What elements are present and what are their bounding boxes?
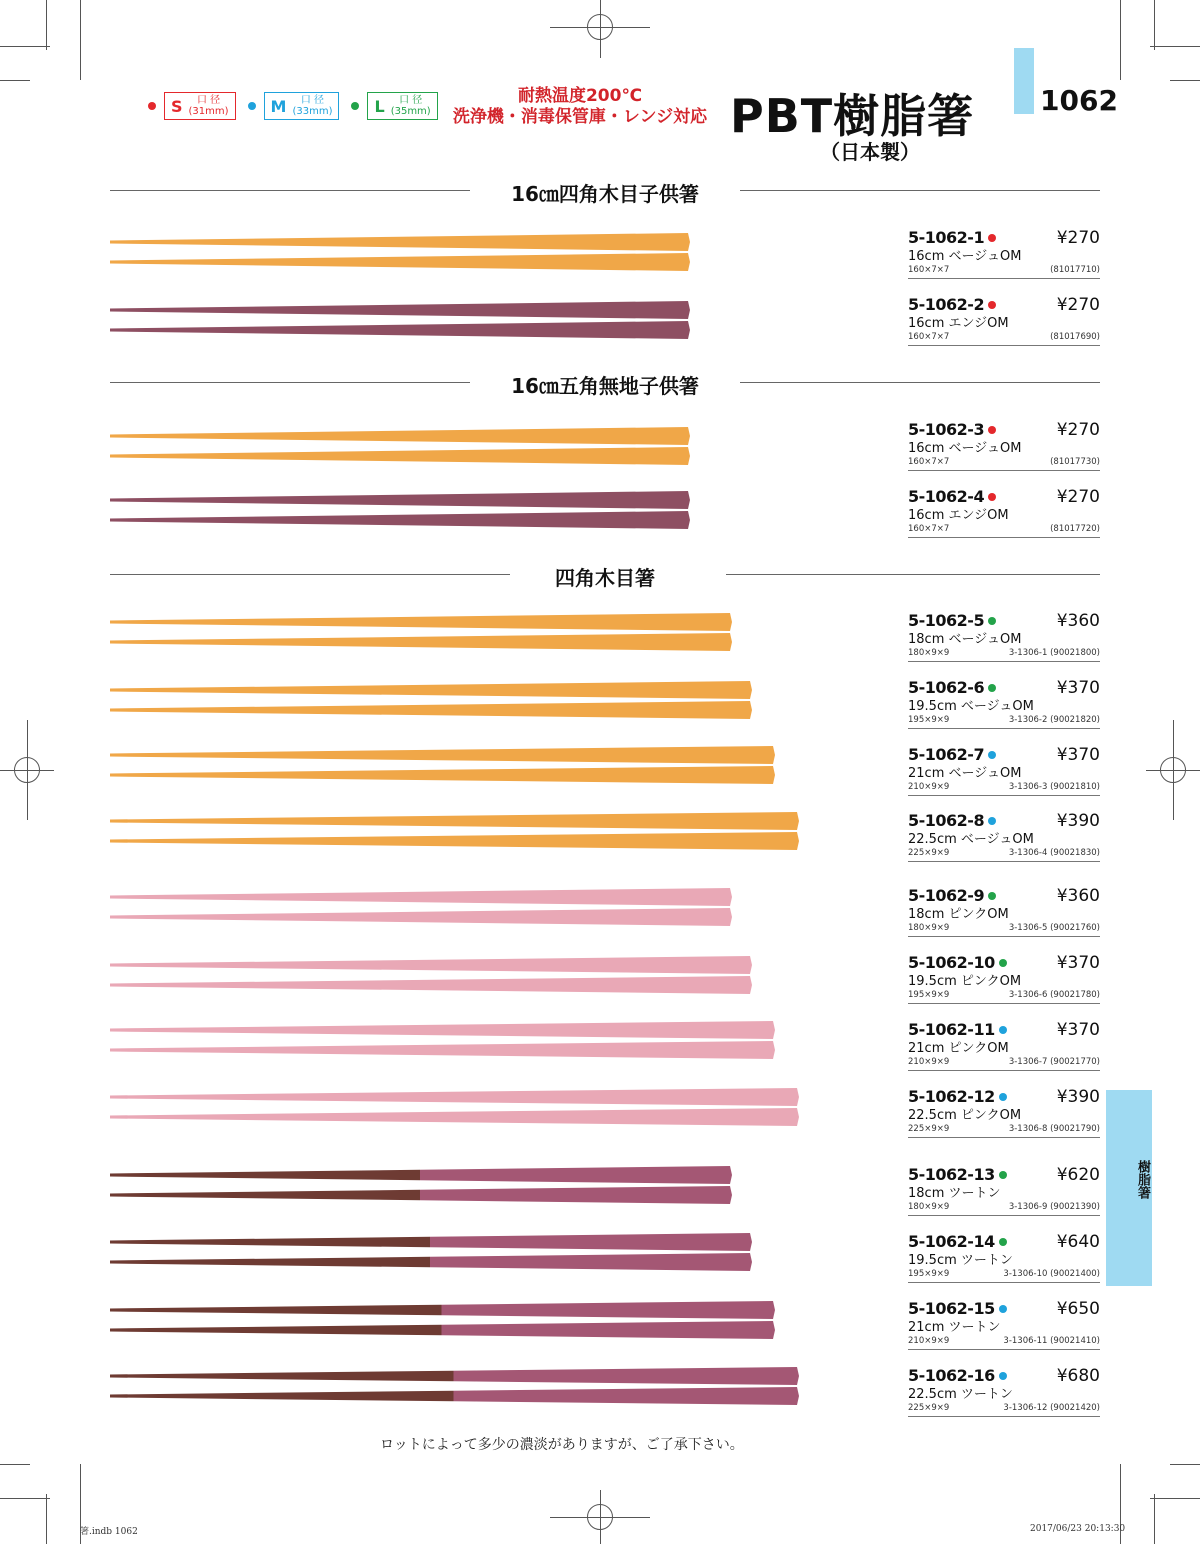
product-price: ¥620 <box>1056 1165 1100 1185</box>
product-dimensions: 180×9×9 <box>908 1202 950 1212</box>
product-name: 18cm ピンクOM <box>908 907 1009 922</box>
size-dot <box>988 684 996 692</box>
product-dimensions: 225×9×9 <box>908 848 950 858</box>
product-entry <box>908 1165 1100 1216</box>
product-price: ¥650 <box>1056 1299 1100 1319</box>
product-ref: 3-1306-12 (90021420) <box>1003 1403 1100 1413</box>
page-subtitle: （日本製） <box>820 140 920 164</box>
product-name: 16cm ベージュOM <box>908 441 1022 456</box>
product-ref: 3-1306-2 (90021820) <box>1008 715 1100 725</box>
product-price: ¥270 <box>1056 295 1100 315</box>
size-dot <box>999 1305 1007 1313</box>
product-entry <box>908 1087 1100 1138</box>
product-ref: 3-1306-6 (90021780) <box>1008 990 1100 1000</box>
product-name: 18cm ツートン <box>908 1186 1001 1201</box>
product-ref: (81017720) <box>1050 524 1100 534</box>
size-dot <box>988 751 996 759</box>
size-dot <box>988 817 996 825</box>
chopstick <box>110 746 775 764</box>
product-dimensions: 210×9×9 <box>908 782 950 792</box>
chopstick <box>110 701 752 719</box>
product-entry <box>908 1020 1100 1071</box>
product-ref: (81017710) <box>1050 265 1100 275</box>
product-ref: (81017730) <box>1050 457 1100 467</box>
chopstick-grip-part <box>442 1301 776 1319</box>
size-dot <box>988 426 996 434</box>
product-dimensions: 180×9×9 <box>908 923 950 933</box>
product-name: 16cm エンジOM <box>908 508 1009 523</box>
size-dot <box>988 493 996 501</box>
product-dimensions: 160×7×7 <box>908 265 950 275</box>
product-entry <box>908 1299 1100 1350</box>
chopstick <box>110 253 690 271</box>
product-dimensions: 195×9×9 <box>908 990 950 1000</box>
product-price: ¥360 <box>1056 611 1100 631</box>
product-name: 22.5cm ピンクOM <box>908 1108 1022 1123</box>
chopstick <box>110 908 732 926</box>
product-name: 16cm ベージュOM <box>908 249 1022 264</box>
size-dot <box>988 617 996 625</box>
product-price: ¥360 <box>1056 886 1100 906</box>
product-entry <box>908 886 1100 937</box>
product-price: ¥370 <box>1056 745 1100 765</box>
product-entry <box>908 420 1100 471</box>
print-slug-file: 箸.indb 1062 <box>80 1527 138 1537</box>
product-ref: 3-1306-11 (90021410) <box>1003 1336 1100 1346</box>
size-m-label: 口 径 <box>300 95 325 106</box>
product-ref: 3-1306-4 (90021830) <box>1008 848 1100 858</box>
chopstick <box>110 976 752 994</box>
category-side-tab <box>1106 1090 1152 1286</box>
heat-line-2: 洗浄機・消毒保管庫・レンジ対応 <box>452 107 708 127</box>
product-price: ¥390 <box>1056 1087 1100 1107</box>
product-dimensions: 160×7×7 <box>908 332 950 342</box>
product-price: ¥270 <box>1056 420 1100 440</box>
footer-note: ロットによって多少の濃淡がありますが、ご了承下さい。 <box>380 1437 744 1453</box>
chopstick <box>110 511 690 529</box>
section-title-square-wood: 四角木目箸 <box>555 566 655 590</box>
product-ref: 3-1306-8 (90021790) <box>1008 1124 1100 1134</box>
size-s-letter: S <box>171 96 183 116</box>
product-code: 5-1062-6 <box>908 678 985 697</box>
print-slug-timestamp: 2017/06/23 20:13:30 <box>1030 1524 1126 1534</box>
size-l-mm: (35mm) <box>390 106 431 117</box>
product-code: 5-1062-4 <box>908 487 985 506</box>
product-entry <box>908 611 1100 662</box>
size-l-label: 口 径 <box>399 95 423 106</box>
chopstick <box>110 1088 799 1106</box>
product-entry <box>908 811 1100 862</box>
size-dot <box>999 1372 1007 1380</box>
product-name: 22.5cm ベージュOM <box>908 832 1034 847</box>
product-code: 5-1062-13 <box>908 1165 995 1184</box>
product-name: 22.5cm ツートン <box>908 1387 1013 1402</box>
product-code: 5-1062-8 <box>908 811 985 830</box>
chopstick <box>110 491 690 509</box>
product-price: ¥370 <box>1056 678 1100 698</box>
product-ref: 3-1306-3 (90021810) <box>1008 782 1100 792</box>
product-name: 18cm ベージュOM <box>908 632 1022 647</box>
product-code: 5-1062-11 <box>908 1020 995 1039</box>
size-dot <box>988 892 996 900</box>
product-ref: 3-1306-9 (90021390) <box>1008 1202 1100 1212</box>
size-dot <box>999 1238 1007 1246</box>
size-dot <box>999 1026 1007 1034</box>
product-name: 21cm ピンクOM <box>908 1041 1009 1056</box>
chopstick-grip-part <box>430 1253 752 1271</box>
product-name: 19.5cm ツートン <box>908 1253 1013 1268</box>
product-code: 5-1062-10 <box>908 953 995 972</box>
chopstick-grip-part <box>454 1367 800 1385</box>
product-price: ¥370 <box>1056 1020 1100 1040</box>
product-entry <box>908 953 1100 1004</box>
product-code: 5-1062-7 <box>908 745 985 764</box>
chopstick <box>110 613 732 631</box>
chopstick <box>110 766 775 784</box>
product-name: 21cm ベージュOM <box>908 766 1022 781</box>
product-code: 5-1062-16 <box>908 1366 995 1385</box>
chopstick <box>110 1021 775 1039</box>
product-code: 5-1062-12 <box>908 1087 995 1106</box>
size-dot <box>999 959 1007 967</box>
chopstick <box>110 681 752 699</box>
product-ref: 3-1306-1 (90021800) <box>1008 648 1100 658</box>
size-dot <box>999 1171 1007 1179</box>
product-code: 5-1062-14 <box>908 1232 995 1251</box>
product-entry <box>908 1366 1100 1417</box>
chopstick-tip-part <box>110 1170 420 1181</box>
chopstick-tip-part <box>110 1305 442 1316</box>
size-s-mm: (31mm) <box>188 106 229 117</box>
section-title-pentagon-kids: 16㎝五角無地子供箸 <box>511 374 699 398</box>
product-entry <box>908 745 1100 796</box>
chopstick <box>110 1108 799 1126</box>
chopstick-tip-part <box>110 1371 454 1382</box>
page-number: 1062 <box>1040 84 1118 117</box>
product-dimensions: 195×9×9 <box>908 715 950 725</box>
size-dot <box>999 1093 1007 1101</box>
chopstick <box>110 633 732 651</box>
product-ref: 3-1306-5 (90021760) <box>1008 923 1100 933</box>
product-ref: 3-1306-7 (90021770) <box>1008 1057 1100 1067</box>
product-price: ¥270 <box>1056 228 1100 248</box>
product-code: 5-1062-9 <box>908 886 985 905</box>
size-dot <box>988 234 996 242</box>
product-dimensions: 210×9×9 <box>908 1336 950 1346</box>
product-name: 19.5cm ベージュOM <box>908 699 1034 714</box>
chopstick <box>110 321 690 339</box>
size-s-label: 口 径 <box>196 95 221 106</box>
chopstick-tip-part <box>110 1190 420 1201</box>
chopstick <box>110 301 690 319</box>
product-price: ¥370 <box>1056 953 1100 973</box>
product-name: 16cm エンジOM <box>908 316 1009 331</box>
product-price: ¥640 <box>1056 1232 1100 1252</box>
chopstick-grip-part <box>420 1166 732 1184</box>
product-name: 19.5cm ピンクOM <box>908 974 1022 989</box>
product-code: 5-1062-1 <box>908 228 985 247</box>
chopstick-tip-part <box>110 1237 430 1248</box>
chopstick <box>110 427 690 445</box>
category-side-tab-label: 樹脂箸 <box>1135 1160 1150 1199</box>
size-m-letter: M <box>270 96 287 116</box>
product-entry <box>908 678 1100 729</box>
chopstick <box>110 812 799 830</box>
chopstick-tip-part <box>110 1325 442 1336</box>
chopstick-tip-part <box>110 1257 430 1268</box>
product-dimensions: 180×9×9 <box>908 648 950 658</box>
chopstick <box>110 233 690 251</box>
product-dimensions: 225×9×9 <box>908 1403 950 1413</box>
chopstick-tip-part <box>110 1391 454 1402</box>
product-dimensions: 210×9×9 <box>908 1057 950 1067</box>
chopstick <box>110 447 690 465</box>
product-code: 5-1062-2 <box>908 295 985 314</box>
product-dimensions: 225×9×9 <box>908 1124 950 1134</box>
chopstick-grip-part <box>420 1186 732 1204</box>
chopstick-grip-part <box>430 1233 752 1251</box>
product-dimensions: 160×7×7 <box>908 457 950 467</box>
product-code: 5-1062-15 <box>908 1299 995 1318</box>
product-ref: (81017690) <box>1050 332 1100 342</box>
chopstick <box>110 1041 775 1059</box>
page-title: PBT樹脂箸 <box>730 89 975 143</box>
size-l-letter: L <box>374 96 385 116</box>
product-price: ¥680 <box>1056 1366 1100 1386</box>
product-name: 21cm ツートン <box>908 1320 1001 1335</box>
product-code: 5-1062-3 <box>908 420 985 439</box>
heat-line-1: 耐熱温度200℃ <box>517 86 643 106</box>
product-dimensions: 160×7×7 <box>908 524 950 534</box>
product-price: ¥270 <box>1056 487 1100 507</box>
product-entry <box>908 487 1100 538</box>
chopstick <box>110 956 752 974</box>
product-entry <box>908 1232 1100 1283</box>
product-dimensions: 195×9×9 <box>908 1269 950 1279</box>
chopstick-grip-part <box>442 1321 776 1339</box>
section-title-square-kids: 16㎝四角木目子供箸 <box>511 182 699 206</box>
product-code: 5-1062-5 <box>908 611 985 630</box>
product-entry <box>908 228 1100 279</box>
chopstick <box>110 888 732 906</box>
size-m-mm: (33mm) <box>292 106 333 117</box>
size-dot <box>988 301 996 309</box>
chopstick <box>110 832 799 850</box>
chopstick-grip-part <box>454 1387 800 1405</box>
product-ref: 3-1306-10 (90021400) <box>1003 1269 1100 1279</box>
product-price: ¥390 <box>1056 811 1100 831</box>
product-entry <box>908 295 1100 346</box>
